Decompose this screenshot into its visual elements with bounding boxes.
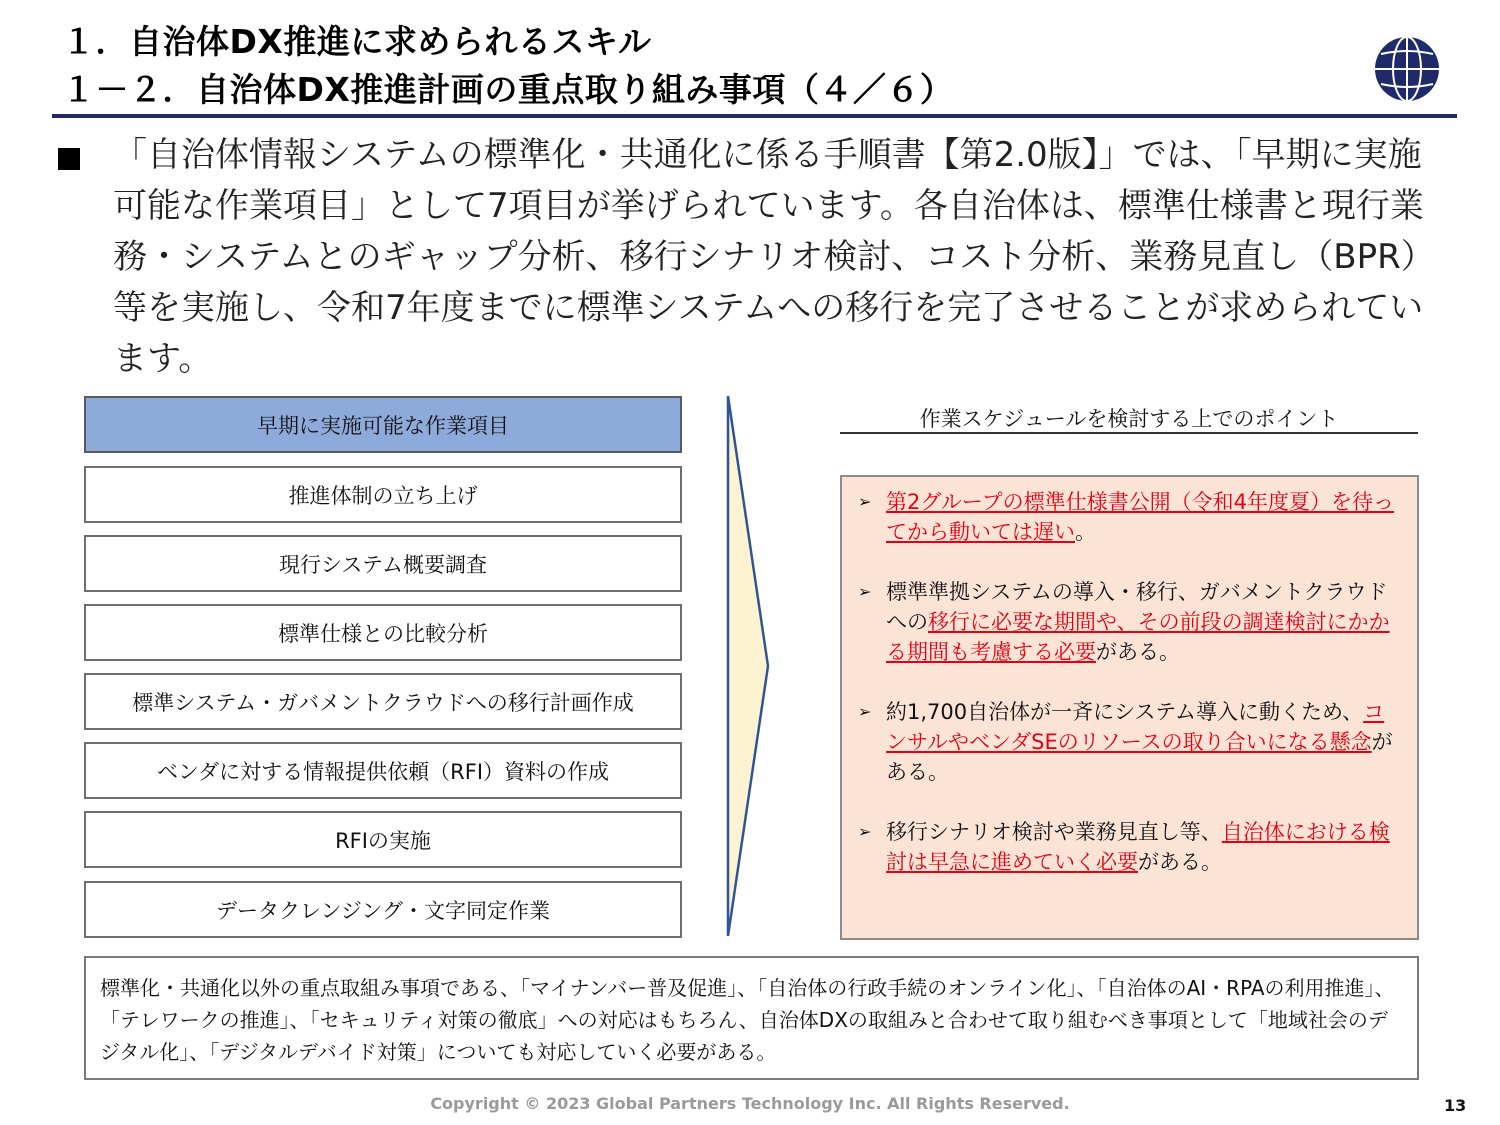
copyright-footer: Copyright © 2023 Global Partners Technology Inc. All Rights Reserved. (430, 1094, 1070, 1113)
task-item: 標準システム・ガバメントクラウドへの移行計画作成 (84, 673, 682, 730)
gpt-globe-logo-icon (1372, 34, 1442, 104)
title-line-2: １－２．自治体DX推進計画の重点取り組み事項（４／６） (62, 70, 954, 109)
point-item: ➢ 標準準拠システムの導入・移行、ガバメントクラウドへの移行に必要な期間や、その前段の調達検討にかかる期間も考慮する必要がある。 (858, 577, 1405, 667)
page-number: 13 (1444, 1096, 1467, 1115)
lead-paragraph: 「自治体情報システムの標準化・共通化に係る手順書【第2.0版】」では、「早期に実施可能な作業項目」として7項目が挙げられています。各自治体は、標準仕様書と現行業務・システムとのギャップ分析、移行シナリオ検討、コスト分析、業務見直し（BPR）等を実施し、令和7年度までに標準システムへの移行を完了させることが求められています。 (113, 135, 1435, 379)
task-item: 標準仕様との比較分析 (84, 604, 682, 661)
point-item: ➢ 移行シナリオ検討や業務見直し等、自治体における検討は早急に進めていく必要がある。 (858, 817, 1405, 877)
points-title: 作業スケジュールを検討する上でのポイント (919, 407, 1339, 431)
title-line-1: １．自治体DX推進に求められるスキル (62, 22, 652, 61)
point-item: ➢ 約1,700自治体が一斉にシステム導入に動くため、コンサルやベンダSEのリソースの取り合いになる懸念がある。 (858, 697, 1405, 787)
task-item: 現行システム概要調査 (84, 535, 682, 592)
points-box (840, 475, 1419, 940)
title-underline (52, 114, 1457, 118)
point-emphasis: 第2グループの標準仕様書公開（令和4年度夏）を待ってから動いては遅い (886, 490, 1395, 544)
right-arrow-chevron-icon (722, 392, 774, 940)
task-item: RFIの実施 (84, 811, 682, 868)
point-item: ➢ 第2グループの標準仕様書公開（令和4年度夏）を待ってから動いては遅い。 (858, 487, 1405, 547)
points-title-underline (840, 432, 1418, 434)
task-item: データクレンジング・文字同定作業 (84, 881, 682, 938)
task-item: ベンダに対する情報提供依頼（RFI）資料の作成 (84, 742, 682, 799)
arrow-bullet-icon: ➢ (858, 582, 872, 601)
arrow-bullet-icon: ➢ (858, 702, 872, 721)
point-emphasis: コンサルやベンダSEのリソースの取り合いになる懸念 (886, 700, 1385, 754)
point-emphasis: 自治体における検討は早急に進めていく必要 (886, 820, 1390, 874)
point-emphasis: 移行に必要な期間や、その前段の調達検討にかかる期間も考慮する必要 (886, 610, 1390, 664)
arrow-bullet-icon: ➢ (858, 492, 872, 511)
arrow-bullet-icon: ➢ (858, 822, 872, 841)
tasks-header: 早期に実施可能な作業項目 (84, 396, 682, 453)
lead-bullet-square (58, 148, 80, 170)
task-item: 推進体制の立ち上げ (84, 466, 682, 523)
note-box: 標準化・共通化以外の重点取組み事項である、「マイナンバー普及促進」、「自治体の行政手続のオンライン化」、「自治体のAI・RPAの利用推進」、「テレワークの推進」、「セキュリティ対策の徹底」への対応はもちろん、自治体DXの取組みと合わせて取り組むべき事項として「地域社会のデジタル化」、「デジタルデバイド対策」についても対応していく必要がある。 (84, 956, 1419, 1080)
